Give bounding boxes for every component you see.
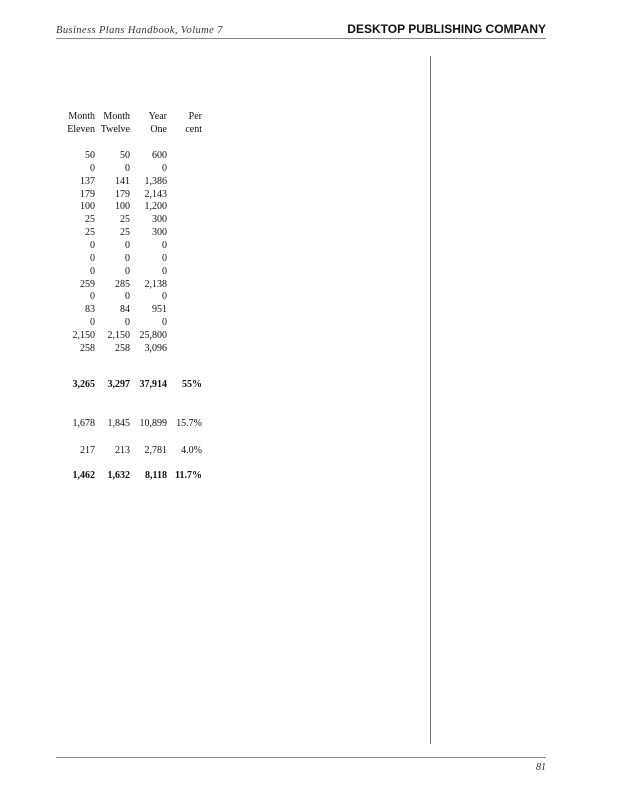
column-header-line: Eleven — [67, 123, 95, 135]
table-cell: 50 — [85, 150, 95, 161]
table-cell: 25 — [85, 214, 95, 226]
table-cell: 0 — [90, 265, 95, 277]
table-cell: 1,386 — [144, 175, 167, 187]
table-row — [60, 445, 210, 458]
table-cell: 0 — [125, 317, 130, 329]
table-cell: 84 — [120, 304, 130, 316]
table-cell: 2,150 — [107, 329, 130, 341]
column-header-line: One — [150, 123, 167, 135]
table-cell: 600 — [152, 150, 167, 161]
column-header-line: Twelve — [100, 123, 130, 135]
table-cell: 213 — [115, 445, 130, 456]
table-cell: 100 — [115, 201, 130, 213]
table-row — [60, 379, 210, 392]
table-cell: 951 — [152, 304, 167, 316]
table-cell: 1,632 — [107, 470, 130, 481]
table-cell: 217 — [80, 445, 95, 456]
table-row — [60, 343, 210, 356]
table-cell: 3,297 — [107, 379, 130, 390]
table-row — [60, 150, 210, 163]
table-cell: 3,096 — [144, 342, 167, 354]
table-cell: 2,138 — [144, 278, 167, 290]
table-row — [60, 176, 210, 189]
column-divider — [430, 56, 431, 744]
table-cell: 83 — [85, 304, 95, 316]
table-row — [60, 253, 210, 266]
table-cell: 25 — [120, 214, 130, 226]
column-header — [60, 111, 95, 137]
table-cell: 179 — [115, 188, 130, 200]
table-cell: 300 — [152, 227, 167, 239]
table-row — [60, 163, 210, 176]
table-cell: 300 — [152, 214, 167, 226]
table-cell: 37,914 — [139, 379, 167, 390]
table-cell: 0 — [162, 291, 167, 303]
table-cell: 1,678 — [72, 418, 95, 429]
table-row — [60, 227, 210, 240]
table-cell: 0 — [90, 252, 95, 264]
table-cell: 25 — [120, 227, 130, 239]
table-row — [60, 470, 210, 483]
table-row — [60, 201, 210, 214]
table-cell: 1,845 — [107, 418, 130, 429]
table-cell: 285 — [115, 278, 130, 290]
table-cell: 0 — [90, 162, 95, 174]
table-cell: 141 — [115, 175, 130, 187]
table-cell: 137 — [80, 175, 95, 187]
table-cell: 0 — [162, 265, 167, 277]
table-cell: 50 — [120, 150, 130, 161]
running-head-company: DESKTOP PUBLISHING COMPANY — [347, 22, 546, 36]
table-cell: 2,781 — [144, 445, 167, 456]
footer-rule — [56, 757, 546, 758]
table-cell: 0 — [162, 317, 167, 329]
table-row — [60, 214, 210, 227]
table-row — [60, 279, 210, 292]
table-cell: 8,118 — [145, 470, 167, 481]
table-cell: 25 — [85, 227, 95, 239]
table-cell: 15.7% — [176, 418, 202, 429]
column-header-line: Year — [148, 111, 167, 122]
table-cell: 1,200 — [144, 201, 167, 213]
column-header-line: Per — [188, 111, 202, 122]
table-cell: 25,800 — [139, 329, 167, 341]
table-cell: 100 — [80, 201, 95, 213]
table-row — [60, 317, 210, 330]
table-row — [60, 240, 210, 253]
table-row — [60, 189, 210, 202]
column-header — [132, 111, 167, 137]
table-cell: 0 — [90, 239, 95, 251]
table-row — [60, 418, 210, 431]
table-row — [60, 266, 210, 279]
header-rule — [56, 38, 546, 39]
column-header-line: Month — [68, 111, 95, 122]
table-cell: 0 — [125, 162, 130, 174]
table-cell: 4.0% — [181, 445, 202, 456]
table-cell: 0 — [125, 291, 130, 303]
table-cell: 1,462 — [72, 470, 95, 481]
table-cell: 0 — [125, 239, 130, 251]
column-header-line: Month — [103, 111, 130, 122]
table-cell: 55% — [182, 379, 202, 390]
column-header — [98, 111, 130, 137]
page-number: 81 — [536, 762, 546, 773]
table-cell: 3,265 — [72, 379, 95, 390]
column-header-line: cent — [185, 123, 202, 135]
table-cell: 2,150 — [72, 329, 95, 341]
table-cell: 0 — [162, 162, 167, 174]
running-head-title: Business Plans Handbook, Volume 7 — [56, 25, 223, 36]
table-cell: 0 — [162, 252, 167, 264]
table-cell: 2,143 — [144, 188, 167, 200]
table-cell: 11.7% — [175, 470, 202, 481]
table-cell: 258 — [115, 342, 130, 354]
column-header — [168, 111, 202, 137]
table-row — [60, 304, 210, 317]
table-cell: 179 — [80, 188, 95, 200]
table-cell: 258 — [80, 342, 95, 354]
table-cell: 10,899 — [139, 418, 167, 429]
table-row — [60, 291, 210, 304]
table-cell: 0 — [125, 265, 130, 277]
table-cell: 0 — [90, 291, 95, 303]
table-cell: 0 — [125, 252, 130, 264]
table-cell: 259 — [80, 278, 95, 290]
table-row — [60, 330, 210, 343]
table-cell: 0 — [90, 317, 95, 329]
table-cell: 0 — [162, 239, 167, 251]
